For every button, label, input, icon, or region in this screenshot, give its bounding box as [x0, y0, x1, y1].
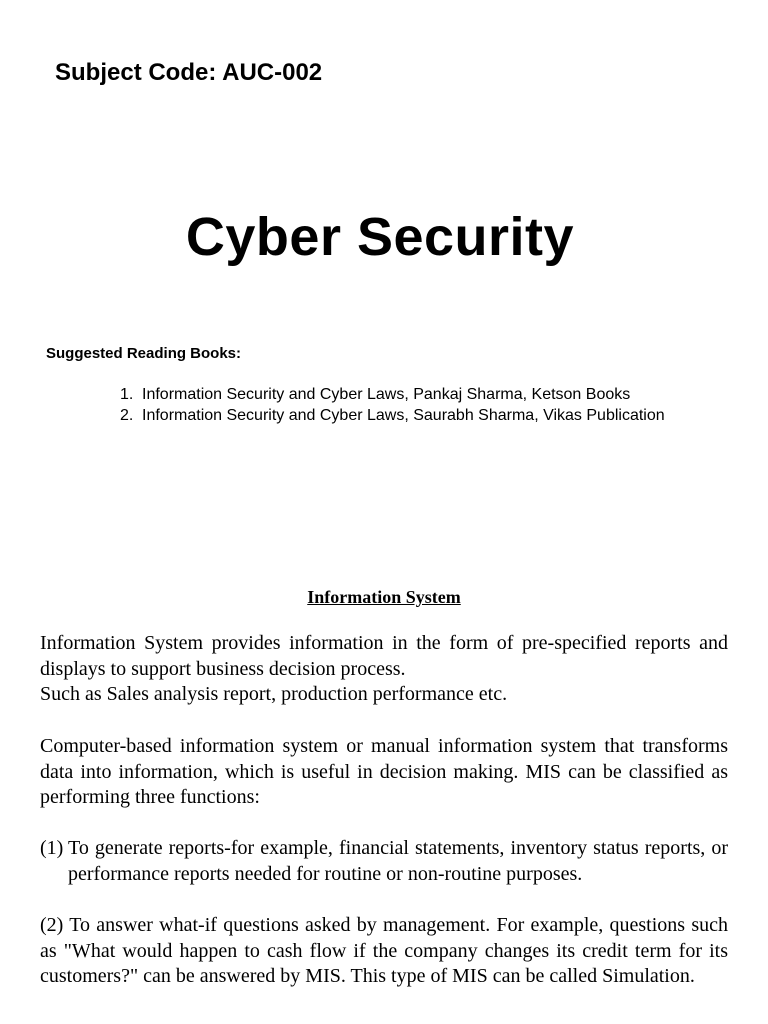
reading-book-list — [120, 384, 680, 426]
book-item-1 — [120, 384, 680, 405]
paragraph-intro-line1: Information System provides information in the form of pre-specified reports and displays to support business decision process. — [40, 632, 728, 680]
book-number: 1. — [120, 386, 134, 403]
paragraph-functions: Computer-based information system or manual information system that transforms data into information, which is useful in decision making. MIS can be classified as performing three functions: — [40, 735, 728, 809]
book-title: Information Security and Cyber Laws, Saurabh Sharma, Vikas Publication — [142, 407, 665, 424]
page-title: Cyber Security — [185, 207, 575, 267]
subject-code: Subject Code: AUC-002 — [55, 59, 323, 86]
reading-books-heading: Suggested Reading Books: — [46, 345, 242, 362]
book-title: Information Security and Cyber Laws, Pankaj Sharma, Ketson Books — [142, 386, 631, 403]
section-heading: Information System — [307, 587, 461, 607]
function-item-1-label: (1) — [40, 837, 64, 859]
function-item-1 — [40, 836, 728, 887]
book-number: 2. — [120, 407, 134, 424]
function-item-2: (2) To answer what-if questions asked by management. For example, questions such as "What would happen to cash flow if the company changes its credit term for its customers?" can be answered by MIS. This type of MIS can be called Simulation. — [40, 914, 728, 988]
paragraph-intro-line2: Such as Sales analysis report, production performance etc. — [40, 683, 508, 706]
book-item-2 — [120, 405, 680, 426]
paragraph-intro — [40, 631, 728, 708]
function-item-1-text: To generate reports-for example, financial statements, inventory status reports, or performance reports needed for routine or non-routine purposes. — [68, 837, 728, 885]
